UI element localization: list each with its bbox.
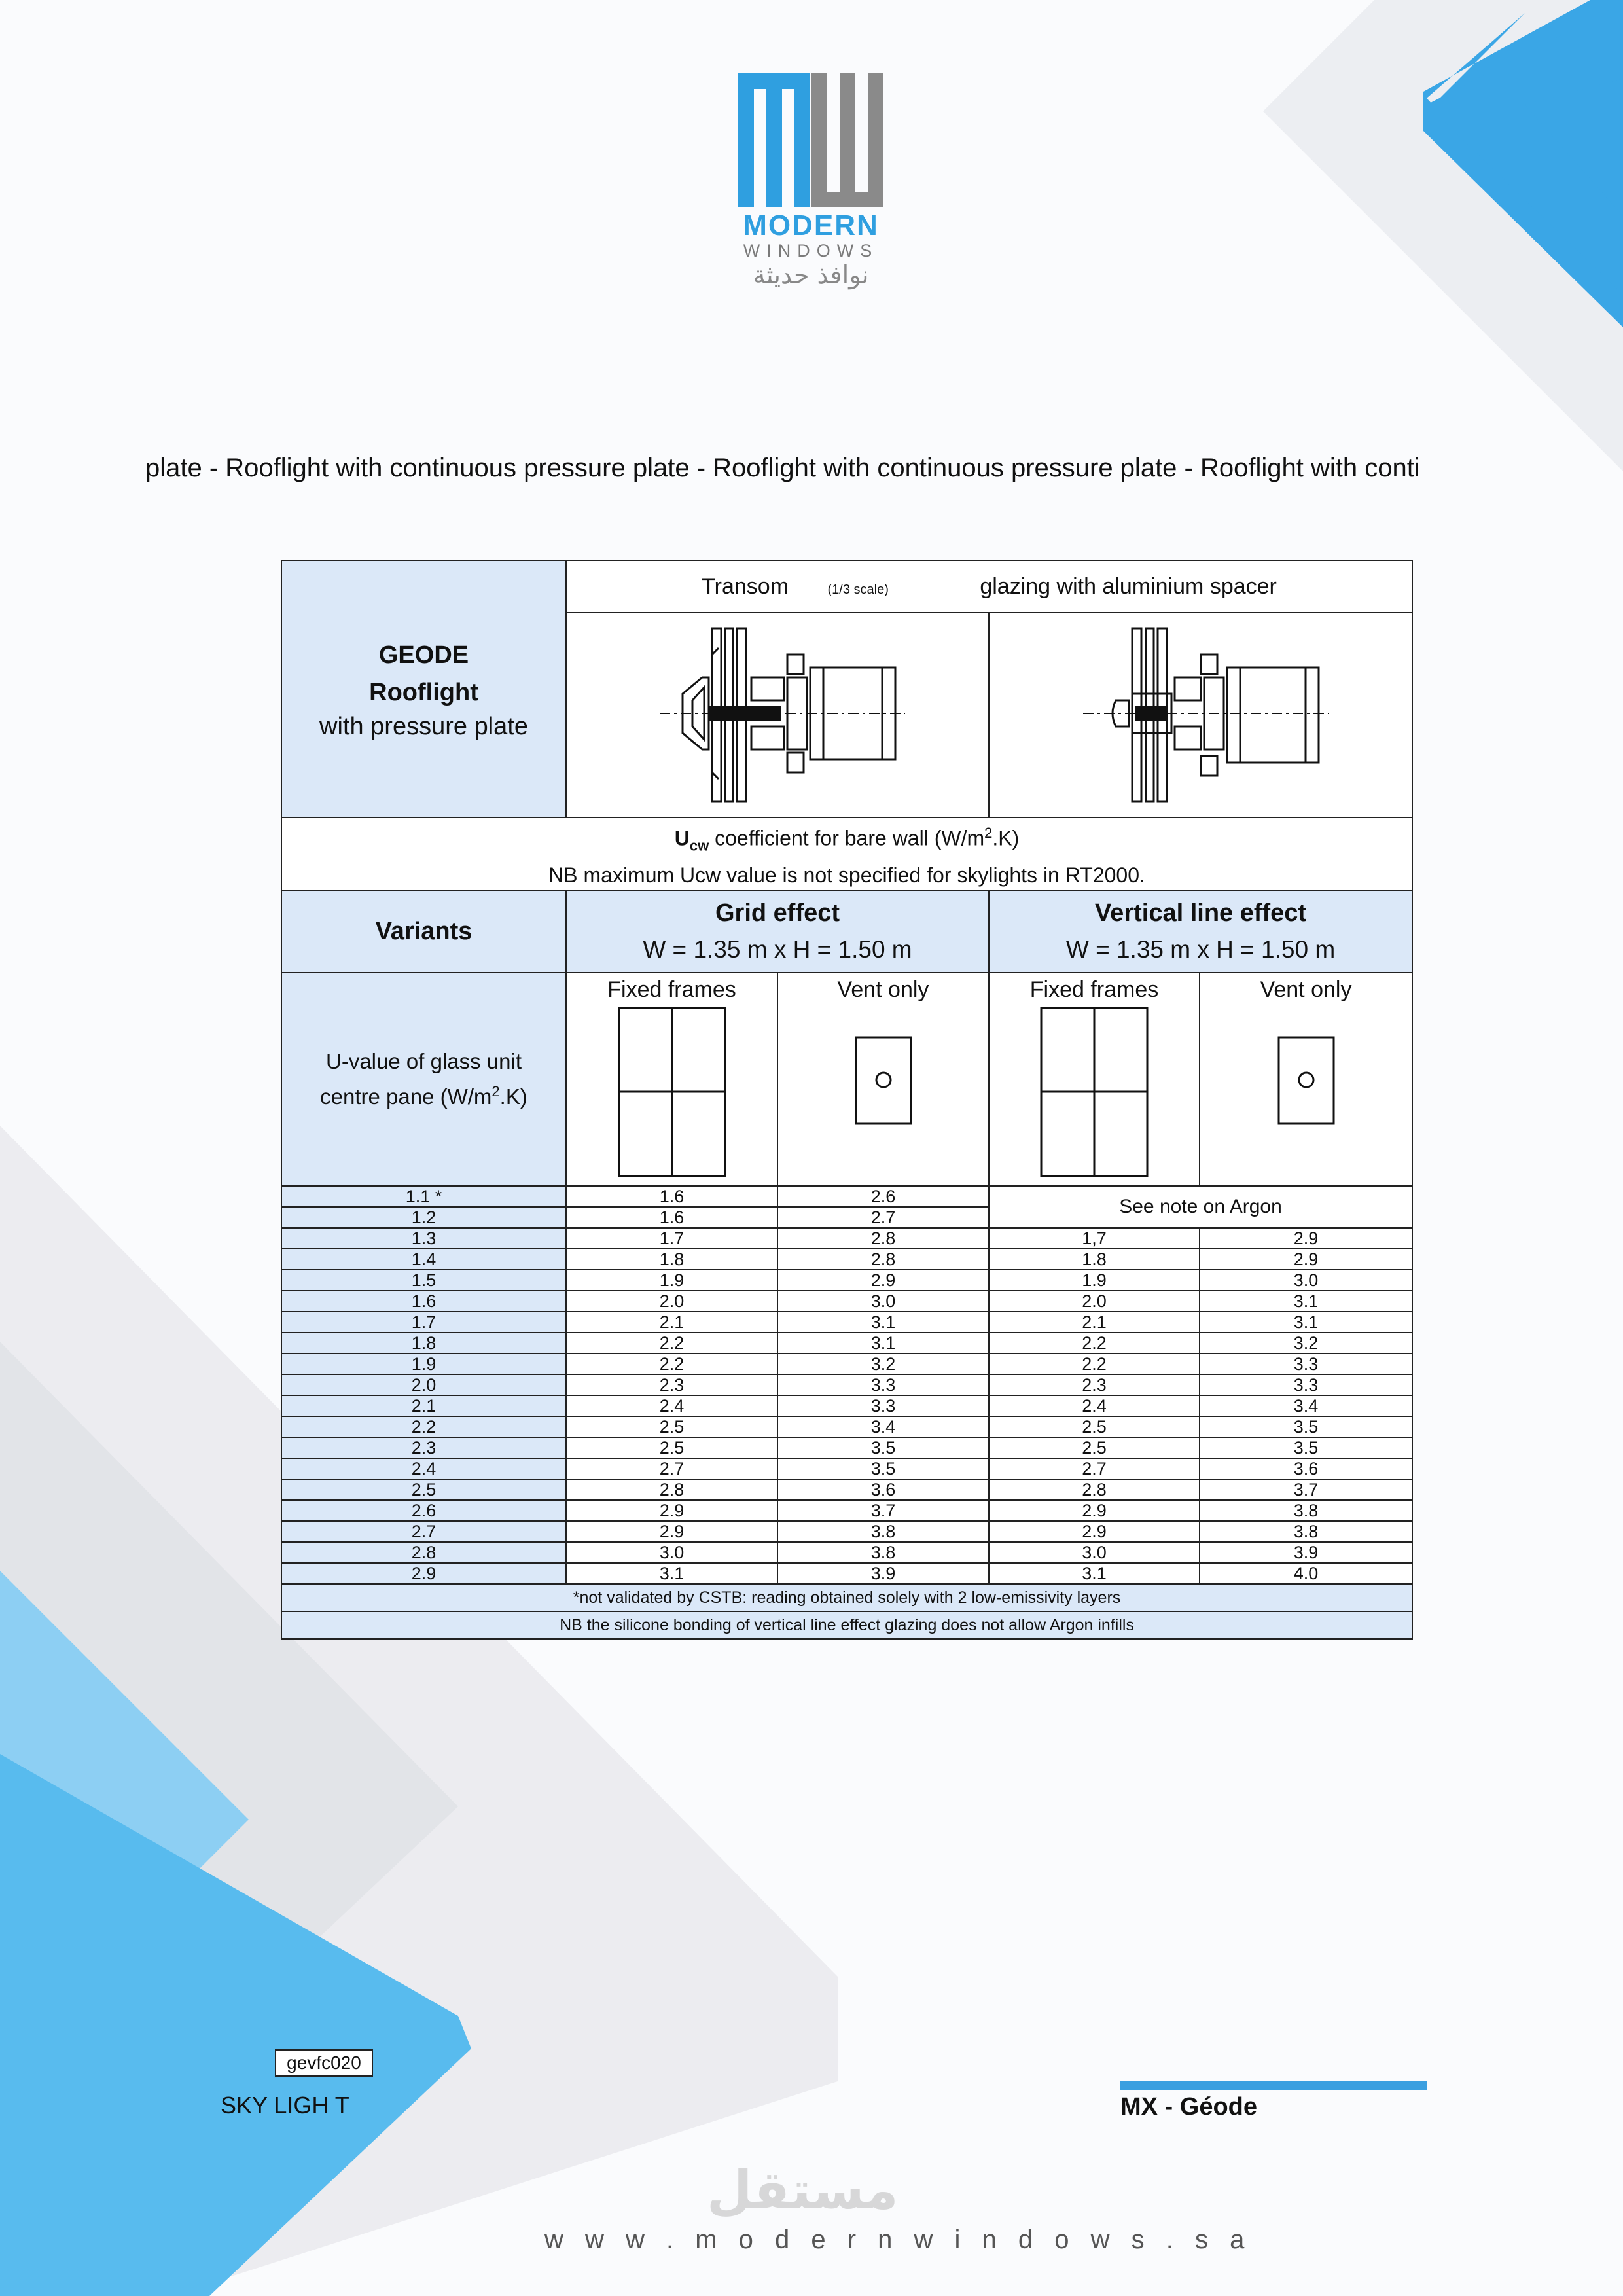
table-cell: 3.5 <box>1200 1416 1412 1437</box>
table-cell: 3.5 <box>777 1437 989 1458</box>
uvalue-label-cell <box>281 973 566 1186</box>
product-title-cell <box>281 560 566 817</box>
table-cell: 2.7 <box>566 1458 777 1479</box>
ucw-title: $U_{cw}$ coefficient for bare wall $(W/m^2.K)$ <box>674 825 1020 854</box>
table-cell: 2.3 <box>281 1437 566 1458</box>
footnote-cstb: *not validated by CSTB: reading obtained solely with 2 low-emissivity layers <box>281 1584 1412 1611</box>
table-cell: 2.8 <box>777 1249 989 1270</box>
table-cell: 2.5 <box>566 1437 777 1458</box>
website-url: w w w . m o d e r n w i n d o w s . s a <box>544 2225 1252 2254</box>
table-cell: 1.2 <box>281 1207 566 1228</box>
table-cell: 3.9 <box>777 1563 989 1584</box>
table-cell: 3.0 <box>566 1542 777 1563</box>
logo-windows: WINDOWS <box>743 241 879 260</box>
table-cell: 3.9 <box>1200 1542 1412 1563</box>
table-cell: 3.8 <box>777 1542 989 1563</box>
table-cell: 3.6 <box>1200 1458 1412 1479</box>
grid-vent-only-cell <box>777 973 989 1186</box>
table-cell: 2.9 <box>566 1521 777 1542</box>
table-cell: 3.3 <box>1200 1354 1412 1374</box>
table-cell: 1.8 <box>989 1249 1200 1270</box>
table-cell: 3.5 <box>777 1458 989 1479</box>
table-cell: 2.9 <box>989 1521 1200 1542</box>
argon-note-cell: See note on Argon <box>989 1186 1412 1228</box>
table-cell: 1.3 <box>281 1228 566 1249</box>
four-pane-frame-icon <box>1039 1005 1150 1179</box>
table-row <box>281 1249 1412 1270</box>
table-cell: 1.6 <box>566 1207 777 1228</box>
table-cell: 2.7 <box>989 1458 1200 1479</box>
product-title: GEODE <box>378 641 469 669</box>
table-cell: 1.8 <box>281 1333 566 1354</box>
table-cell: 1.9 <box>281 1354 566 1374</box>
table-cell: 3.2 <box>777 1354 989 1374</box>
vertical-effect-dims: W = 1.35 m x H = 1.50 m <box>1065 936 1336 963</box>
table-cell: 3.4 <box>777 1416 989 1437</box>
table-row <box>281 1416 1412 1437</box>
table-row <box>281 1333 1412 1354</box>
table-cell: 2.8 <box>777 1228 989 1249</box>
table-cell: 2.8 <box>281 1542 566 1563</box>
logo-wordmark <box>738 211 883 289</box>
product-subtitle2: with pressure plate <box>319 712 528 740</box>
scale-label: (1/3 scale) <box>827 582 889 597</box>
page-heading-marquee: plate - Rooflight with continuous pressure plate - Rooflight with continuous pressure plate - Rooflight with conti <box>145 454 1420 482</box>
table-cell: 3.7 <box>777 1500 989 1521</box>
table-cell: 1.6 <box>566 1186 777 1207</box>
table-cell: 2.6 <box>281 1500 566 1521</box>
vent-frame-icon <box>854 1035 913 1127</box>
table-cell: 3.3 <box>777 1395 989 1416</box>
uvalue-line2: centre pane $(W/m^2.K)$ <box>320 1083 527 1109</box>
table-cell: 1,7 <box>989 1228 1200 1249</box>
table-row <box>281 1374 1412 1395</box>
product-subtitle: Rooflight <box>369 678 478 706</box>
table-cell: 3.1 <box>566 1563 777 1584</box>
table-cell: 2.6 <box>777 1186 989 1207</box>
table-cell: 3.7 <box>1200 1479 1412 1500</box>
grid-section-drawing-cell <box>566 613 989 817</box>
vertical-fixed-frames-label: Fixed frames <box>1029 977 1159 1002</box>
table-cell: 2.8 <box>989 1479 1200 1500</box>
document-code: gevfc020 <box>275 2049 373 2077</box>
grid-vent-only-label: Vent only <box>837 977 929 1002</box>
table-cell: 1.8 <box>566 1249 777 1270</box>
variants-header: Variants <box>281 891 566 973</box>
transom-label: Transom <box>702 573 789 599</box>
table-cell: 1.7 <box>566 1228 777 1249</box>
table-row <box>281 1354 1412 1374</box>
table-cell: 2.2 <box>989 1354 1200 1374</box>
table-row <box>281 1395 1412 1416</box>
table-cell: 3.6 <box>777 1479 989 1500</box>
table-cell: 3.0 <box>989 1542 1200 1563</box>
vertical-vent-only-label: Vent only <box>1260 977 1352 1002</box>
table-cell: 3.1 <box>777 1312 989 1333</box>
table-row <box>281 1500 1412 1521</box>
table-cell: 3.1 <box>989 1563 1200 1584</box>
table-cell: 2.2 <box>989 1333 1200 1354</box>
uvalue-line1: U-value of glass unit <box>326 1049 522 1073</box>
table-cell: 2.7 <box>777 1207 989 1228</box>
table-row <box>281 1228 1412 1249</box>
table-row <box>281 1479 1412 1500</box>
table-cell: 3.0 <box>1200 1270 1412 1291</box>
glazing-label: glazing with aluminium spacer <box>980 573 1277 599</box>
table-row <box>281 1312 1412 1333</box>
table-cell: 2.1 <box>281 1395 566 1416</box>
table-cell: 2.2 <box>566 1354 777 1374</box>
table-cell: 3.5 <box>1200 1437 1412 1458</box>
vent-frame-icon <box>1277 1035 1336 1127</box>
table-cell: 2.5 <box>989 1437 1200 1458</box>
table-cell: 2.9 <box>281 1563 566 1584</box>
vertical-vent-only-cell <box>1200 973 1412 1186</box>
vertical-effect-header <box>989 891 1412 973</box>
uvalue-rows <box>281 1186 1412 1584</box>
table-cell: 2.2 <box>566 1333 777 1354</box>
table-cell: 3.4 <box>1200 1395 1412 1416</box>
vertical-section-drawing-cell <box>989 613 1412 817</box>
table-row <box>281 1458 1412 1479</box>
table-cell: 2.4 <box>281 1458 566 1479</box>
accent-bar <box>1120 2081 1427 2090</box>
table-cell: 1.9 <box>566 1270 777 1291</box>
vertical-fixed-frames-cell <box>989 973 1200 1186</box>
table-cell: 2.4 <box>566 1395 777 1416</box>
table-cell: 2.3 <box>989 1374 1200 1395</box>
table-cell: 1.6 <box>281 1291 566 1312</box>
table-cell: 2.9 <box>566 1500 777 1521</box>
table-cell: 2.1 <box>566 1312 777 1333</box>
grid-fixed-frames-cell <box>566 973 777 1186</box>
table-row <box>281 1521 1412 1542</box>
table-cell: 1.9 <box>989 1270 1200 1291</box>
table-cell: 2.5 <box>281 1479 566 1500</box>
product-series-label: MX - Géode <box>1120 2093 1258 2121</box>
table-cell: 2.9 <box>989 1500 1200 1521</box>
table-cell: 2.8 <box>566 1479 777 1500</box>
table-cell: 2.5 <box>566 1416 777 1437</box>
table-cell: 1.5 <box>281 1270 566 1291</box>
table-cell: 2.9 <box>1200 1228 1412 1249</box>
table-cell: 1.4 <box>281 1249 566 1270</box>
four-pane-frame-icon <box>616 1005 728 1179</box>
table-row <box>281 1291 1412 1312</box>
table-cell: 2.3 <box>566 1374 777 1395</box>
table-cell: 3.3 <box>1200 1374 1412 1395</box>
table-cell: 3.3 <box>777 1374 989 1395</box>
table-cell: 3.2 <box>1200 1333 1412 1354</box>
table-cell: 1.1 * <box>281 1186 566 1207</box>
table-cell: 2.4 <box>989 1395 1200 1416</box>
table-row <box>281 1437 1412 1458</box>
ucw-cell <box>281 817 1412 891</box>
watermark: مستقل <box>707 2160 899 2221</box>
table-cell: 3.8 <box>1200 1521 1412 1542</box>
section-header <box>566 560 1412 613</box>
modern-windows-logo <box>738 73 883 211</box>
table-row <box>281 1542 1412 1563</box>
table-cell: 2.7 <box>281 1521 566 1542</box>
table-cell: 3.1 <box>1200 1312 1412 1333</box>
table-cell: 2.9 <box>1200 1249 1412 1270</box>
grid-effect-title: Grid effect <box>715 899 840 927</box>
table-cell: 3.8 <box>777 1521 989 1542</box>
table-row <box>281 1186 1412 1207</box>
table-cell: 3.0 <box>777 1291 989 1312</box>
table-cell: 2.9 <box>777 1270 989 1291</box>
logo-modern: MODERN <box>743 209 879 242</box>
vertical-section-drawing <box>1070 615 1332 812</box>
grid-effect-dims: W = 1.35 m x H = 1.50 m <box>643 936 912 963</box>
logo-arabic: نوافذ حديثة <box>753 260 869 289</box>
ucw-note: NB maximum Ucw value is not specified for skylights in RT2000. <box>548 863 1145 887</box>
table-cell: 2.0 <box>989 1291 1200 1312</box>
table-cell: 2.0 <box>566 1291 777 1312</box>
table-cell: 2.5 <box>989 1416 1200 1437</box>
table-cell: 1.7 <box>281 1312 566 1333</box>
table-cell: 3.8 <box>1200 1500 1412 1521</box>
vertical-effect-title: Vertical line effect <box>1094 899 1307 927</box>
footnote-argon: NB the silicone bonding of vertical line effect glazing does not allow Argon infills <box>281 1611 1412 1639</box>
table-row <box>281 1270 1412 1291</box>
table-cell: 4.0 <box>1200 1563 1412 1584</box>
grid-fixed-frames-label: Fixed frames <box>607 977 736 1002</box>
skylight-label: SKY LIGH T <box>221 2092 349 2119</box>
table-cell: 3.1 <box>777 1333 989 1354</box>
table-cell: 2.0 <box>281 1374 566 1395</box>
table-cell: 2.1 <box>989 1312 1200 1333</box>
grid-effect-header <box>566 891 989 973</box>
grid-section-drawing <box>647 615 908 812</box>
table-row <box>281 1563 1412 1584</box>
uvalue-table <box>281 560 1413 1640</box>
table-cell: 3.1 <box>1200 1291 1412 1312</box>
table-cell: 2.2 <box>281 1416 566 1437</box>
